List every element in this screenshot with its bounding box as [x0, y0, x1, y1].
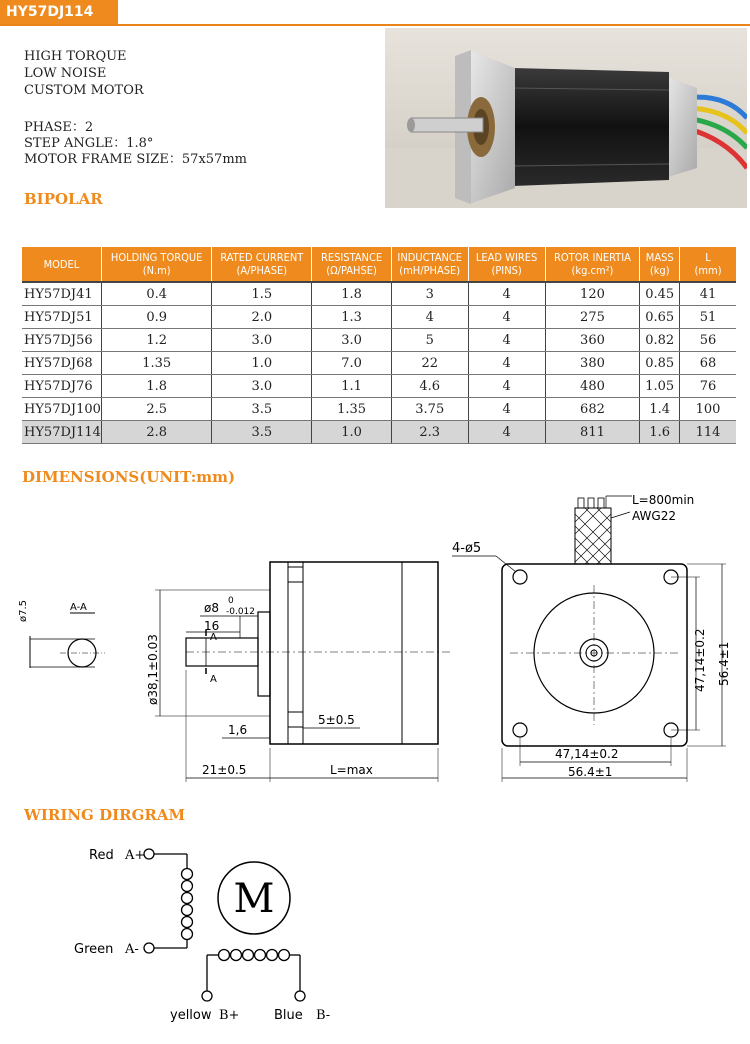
table-cell: 22: [391, 352, 468, 375]
cell-model: HY57DJ114: [22, 421, 101, 444]
table-cell: 3.0: [312, 329, 392, 352]
feature-item: LOW NOISE: [24, 66, 107, 81]
table-cell: 1.6: [640, 421, 680, 444]
table-cell: 1.05: [640, 375, 680, 398]
table-cell: 1.35: [312, 398, 392, 421]
table-cell: 4: [468, 375, 545, 398]
table-cell: 76: [680, 375, 736, 398]
red-wire-label: Red: [89, 848, 114, 863]
table-cell: 3.0: [212, 329, 312, 352]
table-cell: 4: [468, 352, 545, 375]
table-cell: 1.5: [212, 282, 312, 306]
side-view: [146, 562, 450, 782]
table-cell: 100: [680, 398, 736, 421]
shaft-dia-label: ø8: [204, 601, 219, 615]
wiring-heading: WIRING DIRGRAM: [24, 806, 186, 824]
shaft-tol-upper: 0: [228, 596, 234, 606]
table-cell: 3: [391, 282, 468, 306]
lead-awg-label: AWG22: [632, 509, 676, 523]
table-cell: 4: [468, 329, 545, 352]
lead-length-label: L=800min: [632, 493, 695, 507]
table-cell: 0.85: [640, 352, 680, 375]
table-cell: 480: [545, 375, 640, 398]
front-view: [452, 493, 731, 782]
table-cell: 380: [545, 352, 640, 375]
header-mass: MASS (kg): [640, 247, 680, 282]
table-cell: 2.3: [391, 421, 468, 444]
dimensions-heading: DIMENSIONS(UNIT:mm): [22, 468, 236, 486]
page-title: HY57DJ114: [0, 0, 118, 24]
table-header-row: [22, 247, 736, 282]
motor-symbol: M: [233, 876, 275, 922]
table-cell: 1.2: [101, 329, 211, 352]
spec-list: [24, 120, 247, 168]
table-cell: 4: [468, 398, 545, 421]
table-cell: 1.8: [312, 282, 392, 306]
table-cell: 2.8: [101, 421, 211, 444]
table-row: [22, 375, 736, 398]
green-wire-pin: A-: [125, 942, 139, 957]
table-cell: 1.3: [312, 306, 392, 329]
table-cell: 1.1: [312, 375, 392, 398]
table-cell: 3.5: [212, 398, 312, 421]
table-cell: 3.5: [212, 421, 312, 444]
flange-label: 5±0.5: [318, 713, 355, 727]
table-cell: 56: [680, 329, 736, 352]
table-cell: 1.4: [640, 398, 680, 421]
feature-item: CUSTOM MOTOR: [24, 83, 144, 98]
bipolar-heading: BIPOLAR: [24, 190, 103, 208]
table-cell: 4: [468, 306, 545, 329]
table-row: [22, 421, 736, 444]
pilot-dia-label: ø38,1±0.03: [146, 634, 160, 705]
yellow-wire-pin: B+: [219, 1008, 240, 1023]
header-inductance: INDUCTANCE (mH/PHASE): [391, 247, 468, 282]
spec-step-angle: STEP ANGLE：1.8°: [24, 136, 154, 151]
table-cell: 1.0: [312, 421, 392, 444]
table-cell: 0.4: [101, 282, 211, 306]
section-view: [18, 600, 105, 668]
table-cell: 3.75: [391, 398, 468, 421]
table-cell: 1.0: [212, 352, 312, 375]
table-cell: 4: [468, 282, 545, 306]
cell-model: HY57DJ100: [22, 398, 101, 421]
table-row: [22, 329, 736, 352]
table-row: [22, 306, 736, 329]
yellow-wire-label: yellow: [170, 1008, 212, 1023]
table-cell: 41: [680, 282, 736, 306]
cell-model: HY57DJ68: [22, 352, 101, 375]
header-length: L (mm): [680, 247, 736, 282]
shaft-length-label: 21±0.5: [202, 763, 247, 777]
frame-h-label: 56.4±1: [568, 765, 613, 779]
table-cell: 7.0: [312, 352, 392, 375]
table-cell: 1.35: [101, 352, 211, 375]
table-cell: 1.8: [101, 375, 211, 398]
table-cell: 2.0: [212, 306, 312, 329]
header-rated-current: RATED CURRENT (A/PHASE): [212, 247, 312, 282]
section-label: A-A: [70, 602, 87, 613]
header-resistance: RESISTANCE (Ω/PAHSE): [312, 247, 392, 282]
spec-table: [22, 247, 736, 444]
cell-model: HY57DJ41: [22, 282, 101, 306]
header-lead-wires: LEAD WIRES (PINS): [468, 247, 545, 282]
dimension-drawing: [0, 490, 750, 790]
section-marker-bottom: A: [210, 674, 217, 685]
table-row: [22, 398, 736, 421]
feature-item: HIGH TORQUE: [24, 49, 127, 64]
header-model: MODEL: [22, 247, 101, 282]
cell-model: HY57DJ76: [22, 375, 101, 398]
green-wire-label: Green: [74, 942, 114, 957]
table-cell: 360: [545, 329, 640, 352]
table-cell: 811: [545, 421, 640, 444]
table-cell: 5: [391, 329, 468, 352]
motor-photo: [385, 28, 747, 208]
shaft-tol-lower: -0.012: [226, 607, 256, 617]
table-cell: 0.45: [640, 282, 680, 306]
feature-list: [24, 48, 144, 99]
hole-pitch-v-label: 47,14±0.2: [693, 628, 707, 692]
table-row: [22, 352, 736, 375]
red-wire-pin: A+: [125, 848, 146, 863]
cell-model: HY57DJ51: [22, 306, 101, 329]
table-cell: 4: [468, 421, 545, 444]
body-length-label: L=max: [330, 763, 373, 777]
header-holding-torque: HOLDING TORQUE (N.m): [101, 247, 211, 282]
table-cell: 682: [545, 398, 640, 421]
table-cell: 114: [680, 421, 736, 444]
table-cell: 4: [391, 306, 468, 329]
wiring-diagram: [0, 830, 750, 1044]
table-cell: 275: [545, 306, 640, 329]
header-rotor-inertia: ROTOR INERTIA (kg.cm²): [545, 247, 640, 282]
frame-v-label: 56.4±1: [717, 641, 731, 686]
section-marker-top: A: [210, 632, 217, 643]
table-cell: 68: [680, 352, 736, 375]
table-cell: 2.5: [101, 398, 211, 421]
table-cell: 0.9: [101, 306, 211, 329]
spec-frame-size: MOTOR FRAME SIZE：57x57mm: [24, 152, 247, 167]
blue-wire-pin: B-: [316, 1008, 331, 1023]
holes-label: 4-ø5: [452, 541, 482, 556]
spec-phase: PHASE：2: [24, 120, 94, 135]
table-row: [22, 282, 736, 306]
table-cell: 120: [545, 282, 640, 306]
blue-wire-label: Blue: [274, 1008, 303, 1023]
table-cell: 4.6: [391, 375, 468, 398]
table-cell: 51: [680, 306, 736, 329]
hole-pitch-h-label: 47,14±0.2: [555, 747, 619, 761]
table-cell: 3.0: [212, 375, 312, 398]
table-cell: 0.82: [640, 329, 680, 352]
cell-model: HY57DJ56: [22, 329, 101, 352]
table-cell: 0.65: [640, 306, 680, 329]
title-bar: [0, 0, 750, 26]
section-dia-label: ø7.5: [18, 599, 29, 622]
pilot-height-label: 1,6: [228, 723, 248, 737]
flat-length-label: 16: [204, 619, 220, 633]
